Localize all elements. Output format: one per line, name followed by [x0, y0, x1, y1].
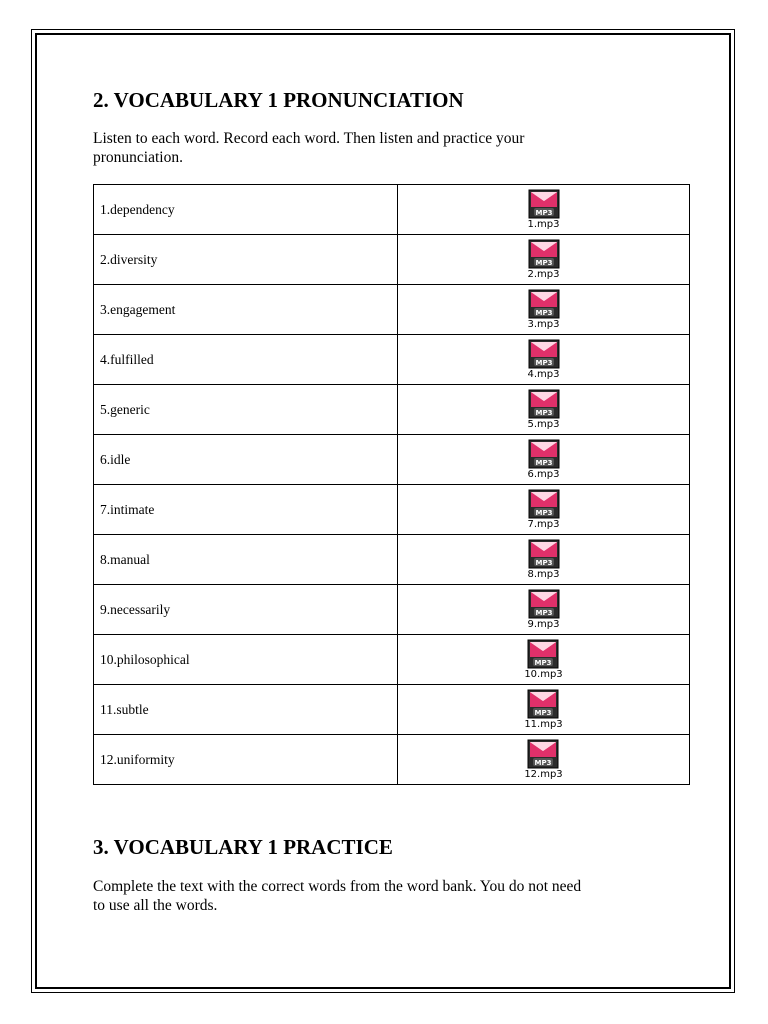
vocab-word: 9.necessarily — [94, 585, 398, 635]
instructions-line-1: Listen to each word. Record each word. Then listen and practice your — [93, 130, 525, 147]
audio-cell — [398, 635, 690, 685]
vocab-word: 6.idle — [94, 435, 398, 485]
vocab-word: 7.intimate — [94, 485, 398, 535]
mp3-badge-text: MP3 — [535, 659, 552, 667]
vocab-word: 4.fulfilled — [94, 335, 398, 385]
section-3-heading: 3. VOCABULARY 1 PRACTICE — [93, 835, 393, 859]
mp3-badge-text: MP3 — [535, 759, 552, 767]
table-row — [94, 335, 690, 385]
mp3-filename[interactable]: 9.mp3 — [527, 619, 560, 630]
mp3-file-icon[interactable] — [528, 489, 560, 519]
mp3-filename[interactable]: 3.mp3 — [527, 319, 560, 330]
mp3-attachment[interactable] — [528, 189, 560, 230]
mp3-file-icon[interactable] — [527, 639, 559, 669]
mp3-file-icon[interactable] — [528, 339, 560, 369]
mp3-file-icon[interactable] — [528, 439, 560, 469]
table-row — [94, 435, 690, 485]
mp3-badge-text: MP3 — [535, 359, 552, 367]
vocab-word: 12.uniformity — [94, 735, 398, 785]
table-row — [94, 685, 690, 735]
audio-cell — [398, 335, 690, 385]
audio-cell — [398, 185, 690, 235]
audio-cell — [398, 385, 690, 435]
mp3-file-icon[interactable] — [528, 589, 560, 619]
table-row — [94, 535, 690, 585]
mp3-filename[interactable]: 11.mp3 — [524, 719, 563, 730]
mp3-attachment[interactable] — [528, 339, 560, 380]
mp3-file-icon[interactable] — [527, 689, 559, 719]
vocab-word: 8.manual — [94, 535, 398, 585]
mp3-filename[interactable]: 4.mp3 — [527, 369, 560, 380]
table-row — [94, 235, 690, 285]
mp3-badge-text: MP3 — [535, 709, 552, 717]
mp3-filename[interactable]: 10.mp3 — [524, 669, 563, 680]
mp3-filename[interactable]: 2.mp3 — [527, 269, 560, 280]
mp3-filename[interactable]: 6.mp3 — [527, 469, 560, 480]
mp3-attachment[interactable] — [524, 689, 562, 730]
mp3-attachment[interactable] — [528, 239, 560, 280]
table-row — [94, 735, 690, 785]
audio-cell — [398, 585, 690, 635]
mp3-attachment[interactable] — [528, 289, 560, 330]
mp3-filename[interactable]: 1.mp3 — [527, 219, 560, 230]
mp3-attachment[interactable] — [524, 639, 562, 680]
vocab-word: 1.dependency — [94, 185, 398, 235]
mp3-attachment[interactable] — [524, 739, 562, 780]
vocab-word: 3.engagement — [94, 285, 398, 335]
audio-cell — [398, 235, 690, 285]
vocab-word: 5.generic — [94, 385, 398, 435]
table-row — [94, 185, 690, 235]
audio-cell — [398, 535, 690, 585]
mp3-badge-text: MP3 — [535, 409, 552, 417]
table-row — [94, 485, 690, 535]
mp3-file-icon[interactable] — [527, 739, 559, 769]
table-row — [94, 385, 690, 435]
mp3-attachment[interactable] — [528, 489, 560, 530]
mp3-file-icon[interactable] — [528, 289, 560, 319]
mp3-badge-text: MP3 — [535, 259, 552, 267]
instructions-line-2: to use all the words. — [93, 897, 218, 914]
mp3-badge-text: MP3 — [535, 559, 552, 567]
audio-cell — [398, 735, 690, 785]
mp3-attachment[interactable] — [528, 389, 560, 430]
instructions-line-2: pronunciation. — [93, 149, 183, 166]
mp3-badge-text: MP3 — [535, 609, 552, 617]
mp3-file-icon[interactable] — [528, 389, 560, 419]
mp3-filename[interactable]: 7.mp3 — [527, 519, 560, 530]
vocab-word: 11.subtle — [94, 685, 398, 735]
mp3-badge-text: MP3 — [535, 209, 552, 217]
vocabulary-table — [93, 184, 690, 785]
mp3-file-icon[interactable] — [528, 539, 560, 569]
audio-cell — [398, 685, 690, 735]
audio-cell — [398, 285, 690, 335]
vocab-word: 2.diversity — [94, 235, 398, 285]
mp3-filename[interactable]: 5.mp3 — [527, 419, 560, 430]
table-row — [94, 585, 690, 635]
section-3-instructions — [93, 877, 693, 915]
audio-cell — [398, 435, 690, 485]
table-row — [94, 635, 690, 685]
mp3-attachment[interactable] — [528, 439, 560, 480]
mp3-badge-text: MP3 — [535, 309, 552, 317]
mp3-badge-text: MP3 — [535, 509, 552, 517]
section-2-instructions — [93, 129, 693, 167]
section-2-heading: 2. VOCABULARY 1 PRONUNCIATION — [93, 88, 464, 112]
mp3-file-icon[interactable] — [528, 239, 560, 269]
mp3-badge-text: MP3 — [535, 459, 552, 467]
mp3-file-icon[interactable] — [528, 189, 560, 219]
mp3-filename[interactable]: 12.mp3 — [524, 769, 563, 780]
mp3-attachment[interactable] — [528, 589, 560, 630]
vocab-word: 10.philosophical — [94, 635, 398, 685]
table-row — [94, 285, 690, 335]
instructions-line-1: Complete the text with the correct words from the word bank. You do not need — [93, 878, 582, 895]
mp3-filename[interactable]: 8.mp3 — [527, 569, 560, 580]
audio-cell — [398, 485, 690, 535]
mp3-attachment[interactable] — [528, 539, 560, 580]
